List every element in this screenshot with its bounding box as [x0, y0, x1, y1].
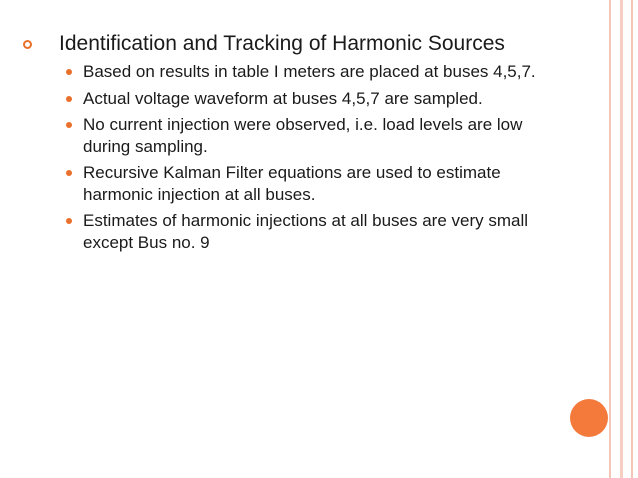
list-item — [66, 88, 546, 110]
decorative-line — [620, 0, 623, 478]
slide-heading: Identification and Tracking of Harmonic Sources — [59, 32, 505, 55]
ring-bullet-icon — [23, 40, 32, 49]
bullet-text: Recursive Kalman Filter equations are used to estimate harmonic injection at all buses. — [83, 163, 501, 204]
bullet-text: Based on results in table I meters are placed at buses 4,5,7. — [83, 62, 536, 81]
list-item — [66, 210, 546, 253]
list-item — [66, 114, 546, 157]
bullet-text: Actual voltage waveform at buses 4,5,7 are sampled. — [83, 88, 483, 108]
bullet-list — [66, 61, 546, 258]
decorative-line — [631, 0, 633, 478]
list-item — [66, 61, 546, 83]
dot-bullet-icon — [66, 96, 72, 102]
bullet-text: No current injection were observed, i.e. load levels are low during sampling. — [83, 115, 523, 156]
dot-bullet-icon — [66, 69, 72, 75]
bullet-text: Estimates of harmonic injections at all buses are very small except Bus no. 9 — [83, 211, 529, 252]
dot-bullet-icon — [66, 170, 72, 176]
list-item — [66, 162, 546, 205]
decorative-line — [609, 0, 611, 478]
dot-bullet-icon — [66, 122, 72, 128]
accent-circle — [570, 399, 608, 437]
dot-bullet-icon — [66, 218, 72, 224]
